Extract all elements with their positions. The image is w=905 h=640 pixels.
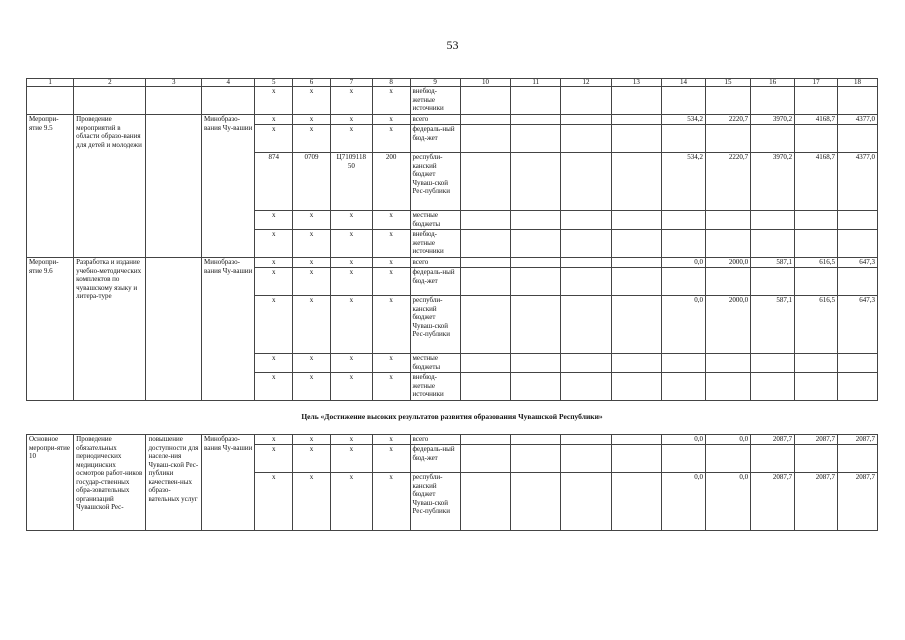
value-cell: 2087,7 — [795, 435, 838, 445]
source-label: всего — [410, 258, 460, 268]
header-cell: 5 — [255, 79, 293, 87]
cell-x: х — [293, 258, 331, 268]
cell-x: х — [372, 354, 410, 373]
code-csr: Ц7109118 50 — [330, 153, 372, 211]
measure-name: Разработка и издание учебно-методических комплектов по чувашскому языку и литера-туре — [74, 258, 146, 401]
source-label: внебюд-жетные источники — [410, 373, 460, 401]
table-row — [27, 87, 878, 115]
measure-label: Меропри-ятие 9.5 — [27, 115, 74, 258]
value-cell: 2087,7 — [751, 473, 795, 531]
value-cell: 2087,7 — [795, 473, 838, 531]
cell-x: х — [255, 125, 293, 153]
source-label: федераль-ный бюд-жет — [410, 445, 460, 473]
cell-x: х — [255, 211, 293, 230]
cell-x: х — [330, 258, 372, 268]
source-label: внебюд-жетные источники — [410, 87, 460, 115]
goal-title: Цель «Достижение высоких результатов развития образования Чувашской Республики» — [27, 401, 878, 435]
value-cell: 4377,0 — [838, 115, 878, 125]
cell-x: х — [255, 268, 293, 296]
cell-x: х — [293, 435, 331, 445]
cell-x: х — [293, 211, 331, 230]
cell-x: х — [372, 296, 410, 354]
value-cell: 616,5 — [795, 296, 838, 354]
cell-x: х — [255, 435, 293, 445]
cell-x: х — [330, 354, 372, 373]
cell-x: х — [255, 296, 293, 354]
value-cell: 4168,7 — [795, 115, 838, 125]
cell-x: х — [330, 296, 372, 354]
cell-x: х — [293, 87, 331, 115]
cell-x: х — [330, 445, 372, 473]
value-cell: 2000,0 — [706, 296, 751, 354]
value-cell: 0,0 — [706, 473, 751, 531]
header-cell: 11 — [511, 79, 561, 87]
goal-row — [27, 401, 878, 435]
value-cell: 4377,0 — [838, 153, 878, 211]
value-cell: 3970,2 — [751, 153, 795, 211]
header-cell: 10 — [460, 79, 510, 87]
page-number: 53 — [446, 38, 459, 52]
header-row — [27, 79, 878, 87]
cell-x: х — [372, 87, 410, 115]
cell-x: х — [293, 268, 331, 296]
value-cell: 0,0 — [661, 296, 705, 354]
budget-table — [26, 78, 878, 531]
source-label: всего — [410, 435, 460, 445]
header-cell: 13 — [611, 79, 661, 87]
header-cell: 16 — [751, 79, 795, 87]
cell-x: х — [372, 125, 410, 153]
cell-x: х — [293, 115, 331, 125]
header-cell: 9 — [410, 79, 460, 87]
header-cell: 8 — [372, 79, 410, 87]
cell-x: х — [372, 115, 410, 125]
value-cell: 2087,7 — [751, 435, 795, 445]
cell-x: х — [330, 435, 372, 445]
value-cell: 616,5 — [795, 258, 838, 268]
value-cell: 0,0 — [661, 435, 705, 445]
value-cell: 647,3 — [838, 258, 878, 268]
measure-executor: Минобразо-вания Чу-вашии — [202, 258, 255, 401]
value-cell: 587,1 — [751, 296, 795, 354]
cell-x: х — [255, 354, 293, 373]
header-cell: 4 — [202, 79, 255, 87]
code-vr: 200 — [372, 153, 410, 211]
cell-x: х — [255, 473, 293, 531]
cell-x: х — [330, 115, 372, 125]
value-cell: 0,0 — [661, 258, 705, 268]
value-cell: 3970,2 — [751, 115, 795, 125]
value-cell: 0,0 — [706, 435, 751, 445]
cell-x: х — [372, 230, 410, 258]
cell-x: х — [330, 268, 372, 296]
cell-x: х — [255, 87, 293, 115]
cell-x: х — [372, 268, 410, 296]
header-cell: 14 — [661, 79, 705, 87]
header-cell: 15 — [706, 79, 751, 87]
cell-x: х — [293, 125, 331, 153]
header-cell: 6 — [293, 79, 331, 87]
source-label: местные бюджеты — [410, 354, 460, 373]
value-cell: 2087,7 — [838, 435, 878, 445]
value-cell: 534,2 — [661, 153, 705, 211]
table-row — [27, 435, 878, 445]
value-cell: 2000,0 — [706, 258, 751, 268]
measure-label: Меропри-ятие 9.6 — [27, 258, 74, 401]
measure-executor: Минобразо-вания Чу-вашии — [202, 115, 255, 258]
cell-x: х — [293, 373, 331, 401]
cell-x: х — [372, 258, 410, 268]
cell-x: х — [255, 258, 293, 268]
source-label: федераль-ный бюд-жет — [410, 268, 460, 296]
measure-target: повышение доступности для населе-ния Чуваш-ской Рес-публики качествен-ных образо-вательных услуг — [146, 435, 202, 531]
source-label: всего — [410, 115, 460, 125]
cell-x: х — [255, 373, 293, 401]
header-cell: 12 — [561, 79, 611, 87]
value-cell: 647,3 — [838, 296, 878, 354]
cell-x: х — [372, 435, 410, 445]
header-cell: 18 — [838, 79, 878, 87]
source-label: республи-канский бюджет Чуваш-ской Рес-публики — [410, 296, 460, 354]
cell-x: х — [330, 125, 372, 153]
cell-x: х — [330, 211, 372, 230]
source-label: внебюд-жетные источники — [410, 230, 460, 258]
header-cell: 2 — [74, 79, 146, 87]
cell-x: х — [293, 354, 331, 373]
cell-x: х — [330, 473, 372, 531]
value-cell: 0,0 — [661, 473, 705, 531]
cell-x: х — [372, 473, 410, 531]
code-rzpr: 0709 — [293, 153, 331, 211]
code-grbs: 874 — [255, 153, 293, 211]
header-cell: 1 — [27, 79, 74, 87]
header-cell: 7 — [330, 79, 372, 87]
cell-x: х — [372, 211, 410, 230]
cell-x: х — [372, 445, 410, 473]
source-label: республи-канский бюджет Чуваш-ской Рес-публики — [410, 153, 460, 211]
header-cell: 17 — [795, 79, 838, 87]
measure-name: Проведение обязательных периодических медицинских осмотров работ-ников государ-ственных обра-зовательных организаций Чувашской Рес- — [74, 435, 146, 531]
cell-x: х — [293, 230, 331, 258]
cell-x: х — [293, 473, 331, 531]
value-cell: 2220,7 — [706, 153, 751, 211]
value-cell: 2087,7 — [838, 473, 878, 531]
source-label: местные бюджеты — [410, 211, 460, 230]
cell-x: х — [255, 445, 293, 473]
cell-x: х — [330, 230, 372, 258]
value-cell: 4168,7 — [795, 153, 838, 211]
source-label: федераль-ный бюд-жет — [410, 125, 460, 153]
measure-executor: Минобразо-вания Чу-вашии — [202, 435, 255, 531]
table-row — [27, 115, 878, 125]
value-cell: 2220,7 — [706, 115, 751, 125]
cell-x: х — [372, 373, 410, 401]
measure-label: Основное меропри-ятие 10 — [27, 435, 74, 531]
source-label: республи-канский бюджет Чуваш-ской Рес-публики — [410, 473, 460, 531]
cell-x: х — [255, 115, 293, 125]
value-cell: 534,2 — [661, 115, 705, 125]
cell-x: х — [293, 296, 331, 354]
header-cell: 3 — [146, 79, 202, 87]
value-cell: 587,1 — [751, 258, 795, 268]
table-row — [27, 258, 878, 268]
cell-x: х — [330, 373, 372, 401]
cell-x: х — [293, 445, 331, 473]
measure-name: Проведение мероприятий в области образо-вания для детей и молодежи — [74, 115, 146, 258]
cell-x: х — [330, 87, 372, 115]
cell-x: х — [255, 230, 293, 258]
